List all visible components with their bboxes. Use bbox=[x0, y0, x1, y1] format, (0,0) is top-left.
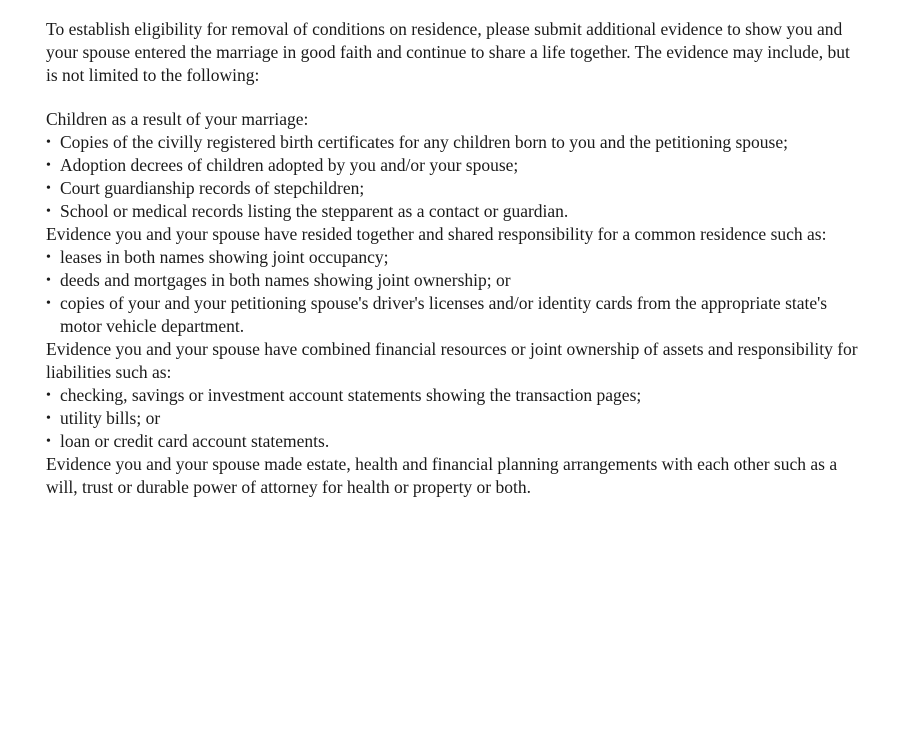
intro-paragraph: To establish eligibility for removal of conditions on residence, please submit additional evidence to show you and your spouse entered the marriage in good faith and continue to share a life together. The evidence may include, but is not limited to the following: bbox=[46, 19, 850, 85]
list-item-text: Copies of the civilly registered birth certificates for any children born to you and the petitioning spouse; bbox=[60, 132, 789, 152]
list-item-text: deeds and mortgages in both names showing joint ownership; or bbox=[60, 270, 511, 290]
bullet-icon: • bbox=[46, 250, 51, 265]
list-item bbox=[46, 407, 860, 430]
children-evidence-list bbox=[46, 131, 860, 223]
list-item bbox=[46, 200, 860, 223]
bullet-icon: • bbox=[46, 296, 51, 311]
list-item-text: copies of your and your petitioning spouse's driver's licenses and/or identity cards from the appropriate state's motor vehicle department. bbox=[60, 293, 828, 336]
bullet-icon: • bbox=[46, 181, 51, 196]
list-item-text: School or medical records listing the stepparent as a contact or guardian. bbox=[60, 201, 569, 221]
bullet-icon: • bbox=[46, 158, 51, 173]
bullet-icon: • bbox=[46, 388, 51, 403]
section-heading-residence: Evidence you and your spouse have resided together and shared responsibility for a common residence such as: bbox=[46, 224, 827, 244]
list-item bbox=[46, 384, 860, 407]
list-item-text: checking, savings or investment account statements showing the transaction pages; bbox=[60, 385, 642, 405]
financial-evidence-list bbox=[46, 384, 860, 453]
list-item bbox=[46, 430, 860, 453]
section-heading-financial: Evidence you and your spouse have combined financial resources or joint ownership of assets and responsibility for liabilities such as: bbox=[46, 339, 858, 382]
section-heading-children: Children as a result of your marriage: bbox=[46, 109, 309, 129]
list-item bbox=[46, 154, 860, 177]
residence-evidence-list bbox=[46, 246, 860, 338]
list-item bbox=[46, 131, 860, 154]
list-item bbox=[46, 246, 860, 269]
bullet-icon: • bbox=[46, 273, 51, 288]
list-item-text: Adoption decrees of children adopted by you and/or your spouse; bbox=[60, 155, 519, 175]
bullet-icon: • bbox=[46, 411, 51, 426]
list-item bbox=[46, 269, 860, 292]
bullet-icon: • bbox=[46, 135, 51, 150]
list-item-text: loan or credit card account statements. bbox=[60, 431, 330, 451]
list-item-text: utility bills; or bbox=[60, 408, 161, 428]
list-item bbox=[46, 292, 860, 338]
list-item bbox=[46, 177, 860, 200]
list-item-text: leases in both names showing joint occupancy; bbox=[60, 247, 389, 267]
section-heading-planning: Evidence you and your spouse made estate, health and financial planning arrangements with each other such as a will, trust or durable power of attorney for health or property or both. bbox=[46, 454, 838, 497]
bullet-icon: • bbox=[46, 204, 51, 219]
list-item-text: Court guardianship records of stepchildren; bbox=[60, 178, 365, 198]
bullet-icon: • bbox=[46, 434, 51, 449]
